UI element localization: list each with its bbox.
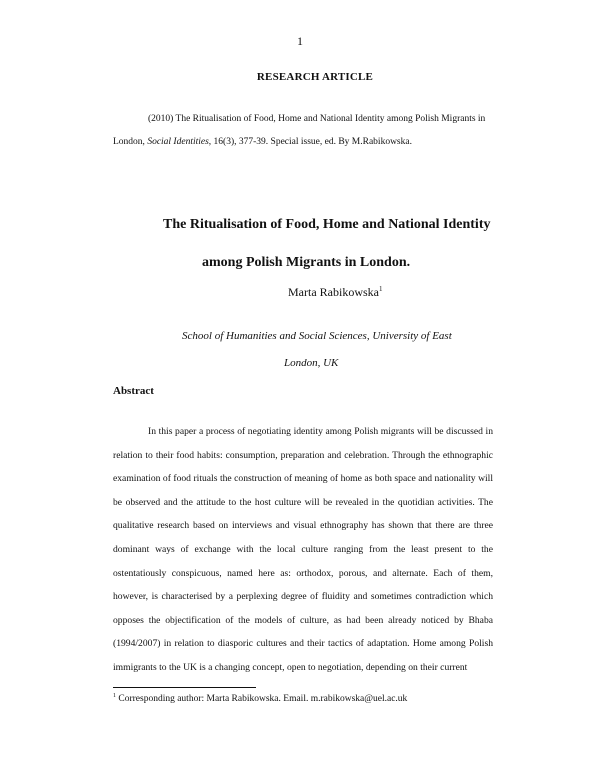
footnote-divider [113, 687, 256, 688]
affiliation-line-1: School of Humanities and Social Sciences, University of East [182, 330, 452, 342]
footnote-text: Corresponding author: Marta Rabikowska. Email. m.rabikowska@uel.ac.uk [116, 694, 408, 705]
footnote [113, 693, 407, 704]
title-line-2: among Polish Migrants in London. [202, 255, 411, 270]
author-footnote-marker[interactable]: 1 [378, 285, 383, 293]
citation-text-before: (2010) The Ritualisation of Food, Home and National Identity among Polish Migrants in London, [113, 114, 486, 147]
author [288, 285, 382, 300]
citation [113, 108, 493, 154]
abstract-body: In this paper a process of negotiating identity among Polish migrants will be discussed in relation to their food habits: consumption, preparation and celebration. Through the ethnographic examination of food rituals the construction of meaning of home as both space and nationality will be observed and the attitude to the host culture will be revealed in the quotidian activities. The qualitative research based on interviews and visual ethnography has shown that there are three dominant ways of exchange with the local culture ranging from the least present to the ostentatiously conspicuous, named here as: orthodox, porous, and alternate. Each of them, however, is characterised by a perplexing degree of fluidity and sometimes contradiction which opposes the objectification of the models of culture, as had been already noticed by Bhaba (1994/2007) in relation to diasporic cultures and their tactics of adaptation. Home among Polish immigrants to the UK is a changing concept, open to negotiation, depending on their current [113, 426, 493, 673]
abstract-heading: Abstract [113, 385, 154, 397]
citation-text-after: , 16(3), 377-39. Special issue, ed. By M.Rabikowska. [208, 137, 412, 147]
affiliation-line-2: London, UK [284, 357, 339, 369]
citation-journal: Social Identities [147, 137, 209, 147]
title-line-1: The Ritualisation of Food, Home and National Identity [163, 217, 491, 232]
author-name: Marta Rabikowska [288, 285, 379, 299]
footnote-marker: 1 [113, 693, 116, 699]
article-type-label: RESEARCH ARTICLE [256, 71, 374, 83]
page-number: 1 [297, 34, 303, 48]
